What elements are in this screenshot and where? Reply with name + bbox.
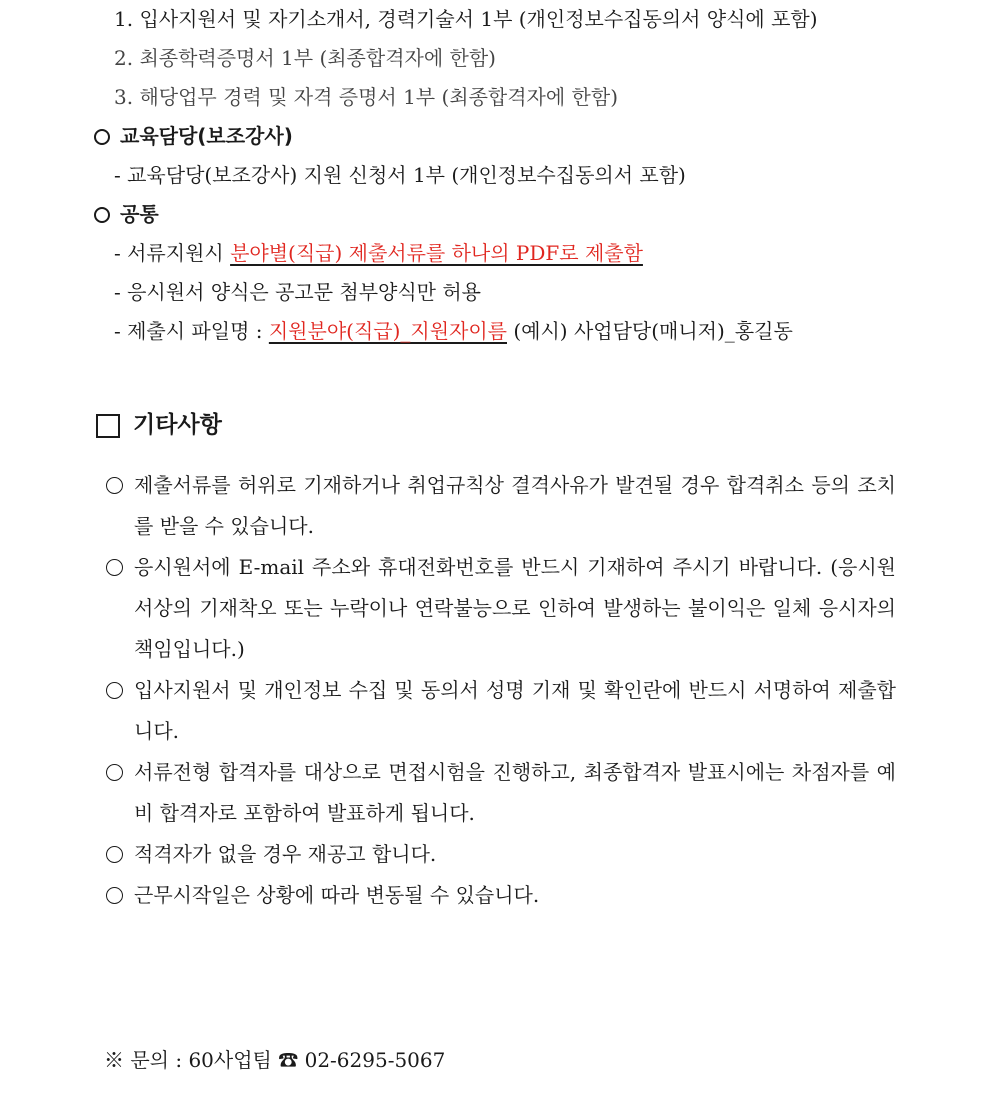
common-item-form: - 응시원서 양식은 공고문 첨부양식만 허용 [114, 280, 481, 304]
common-item-filename [114, 318, 793, 344]
notice-item: 적격자가 없을 경우 재공고 합니다. [134, 842, 437, 866]
circle-bullet-icon [106, 682, 123, 699]
notice-item: 근무시작일은 상황에 따라 변동될 수 있습니다. [134, 883, 540, 907]
notice-item: 응시원서에 E-mail 주소와 휴대전화번호를 반드시 기재하여 주시기 바랍니다. (응시원서상의 기재착오 또는 누락이나 연락불능으로 인하여 발생하는 불이익은 일체 응시자의 책임입니다.) [134, 555, 896, 661]
notice-item: 서류전형 합격자를 대상으로 면접시험을 진행하고, 최종합격자 발표시에는 차점자를 예비 합격자로 포함하여 발표하게 됩니다. [134, 760, 896, 825]
highlight-text: 지원분야(직급)_지원자이름 [268, 319, 507, 343]
circle-bullet-icon [106, 846, 123, 863]
circle-bullet-icon [106, 477, 123, 494]
phone-icon: ☎ [278, 1048, 299, 1072]
contact-phone: 02-6295-5067 [304, 1048, 446, 1072]
submission-doc-item: 2. 최종학력증명서 1부 (최종합격자에 한함) [114, 46, 496, 70]
circle-bullet-icon [94, 207, 110, 223]
education-heading-text: 교육담당(보조강사) [120, 124, 293, 148]
reference-mark-icon: ※ [104, 1048, 124, 1072]
notice-item: 입사지원서 및 개인정보 수집 및 동의서 성명 기재 및 확인란에 반드시 서명하여 제출합니다. [134, 678, 896, 743]
common-item-pdf [114, 240, 643, 266]
circle-bullet-icon [106, 559, 123, 576]
section-title: 기타사항 [133, 412, 222, 438]
common-heading-text: 공통 [120, 202, 159, 226]
contact-label: 문의 : 60사업팀 [130, 1048, 272, 1072]
circle-bullet-icon [106, 764, 123, 781]
checkbox-square-icon [96, 414, 120, 438]
submission-doc-item: 1. 입사지원서 및 자기소개서, 경력기술서 1부 (개인정보수집동의서 양식에 포함) [114, 7, 818, 31]
contact-line [104, 1047, 445, 1073]
education-item: - 교육담당(보조강사) 지원 신청서 1부 (개인정보수집동의서 포함) [114, 163, 686, 187]
common-item-text: - 제출시 파일명 : [114, 319, 269, 343]
highlight-text: 분야별(직급) 제출서류를 하나의 PDF로 제출함 [230, 241, 643, 265]
circle-bullet-icon [106, 887, 123, 904]
education-heading [94, 123, 293, 149]
common-item-text: - 서류지원시 [114, 241, 231, 265]
circle-bullet-icon [94, 129, 110, 145]
submission-doc-item: 3. 해당업무 경력 및 자격 증명서 1부 (최종합격자에 한함) [114, 85, 618, 109]
notice-item: 제출서류를 허위로 기재하거나 취업규칙상 결격사유가 발견될 경우 합격취소 등의 조치를 받을 수 있습니다. [134, 473, 896, 538]
filename-example-text: (예시) 사업담당(매니저)_홍길동 [507, 319, 793, 343]
common-heading [94, 201, 159, 227]
